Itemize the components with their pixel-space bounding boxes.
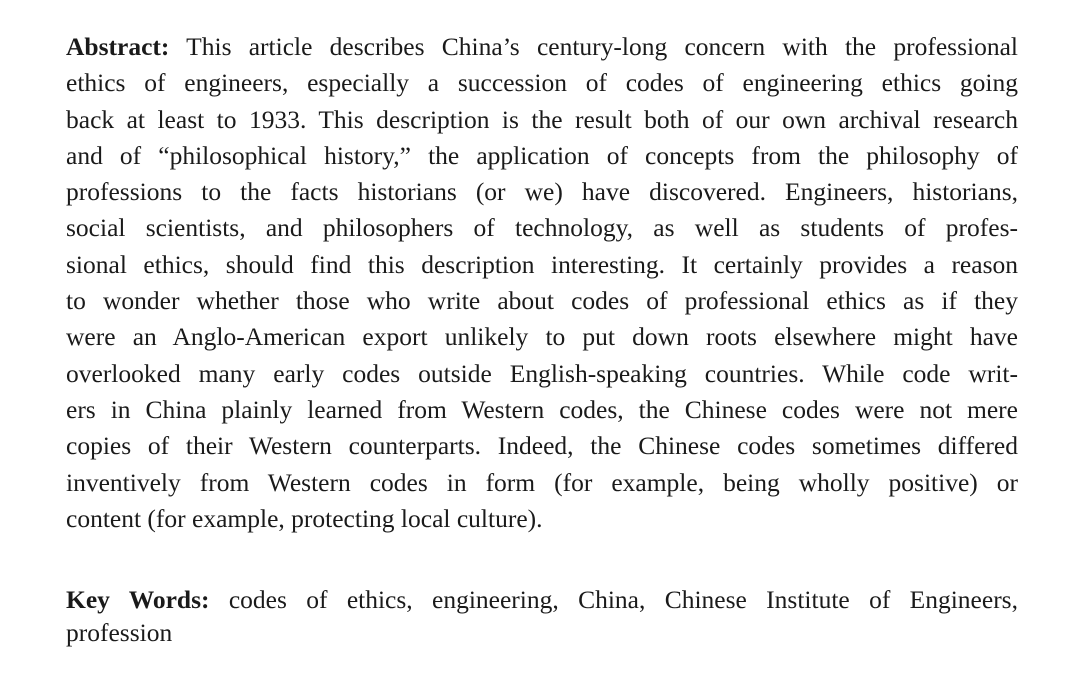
abstract-label: Abstract: (66, 32, 170, 61)
abstract-line-5: professions to the facts historians (or we) have discovered. Engineers, historians, (66, 177, 1018, 207)
abstract-line-8: to wonder whether those who write about codes of professional ethics as if they (66, 286, 1018, 316)
abstract-line-7: sional ethics, should find this description interesting. It certainly provides a reason (66, 249, 1018, 279)
abstract-line-11: ers in China plainly learned from Western codes, the Chinese codes were not mere (66, 394, 1018, 424)
abstract-text: This article describes China’s century-long concern with the professional (169, 32, 1018, 61)
abstract-line-2: ethics of engineers, especially a succession of codes of engineering ethics going (66, 68, 1018, 98)
abstract-line-13: inventively from Western codes in form (for example, being wholly positive) or (66, 467, 1018, 497)
keywords-text: codes of ethics, engineering, China, Chinese Institute of Engineers, (209, 585, 1018, 614)
abstract-section (66, 29, 1018, 537)
abstract-line-12: copies of their Western counterparts. Indeed, the Chinese codes sometimes differed (66, 431, 1018, 461)
abstract-line-14: content (for example, protecting local culture). (66, 503, 543, 533)
keywords-section (66, 583, 1018, 649)
keywords-label: Key Words: (66, 585, 210, 614)
abstract-line-6: social scientists, and philosophers of technology, as well as students of profes- (66, 213, 1018, 243)
keywords-line-2: profession (66, 618, 173, 647)
abstract-line-1 (66, 29, 1018, 65)
abstract-line-4: and of “philosophical history,” the application of concepts from the philosophy of (66, 140, 1018, 170)
abstract-line-9: were an Anglo-American export unlikely to put down roots elsewhere might have (66, 322, 1018, 352)
abstract-line-3: back at least to 1933. This description is the result both of our own archival research (66, 104, 1018, 134)
keywords-line-1 (66, 583, 1018, 616)
abstract-line-10: overlooked many early codes outside English-speaking countries. While code writ- (66, 358, 1018, 388)
